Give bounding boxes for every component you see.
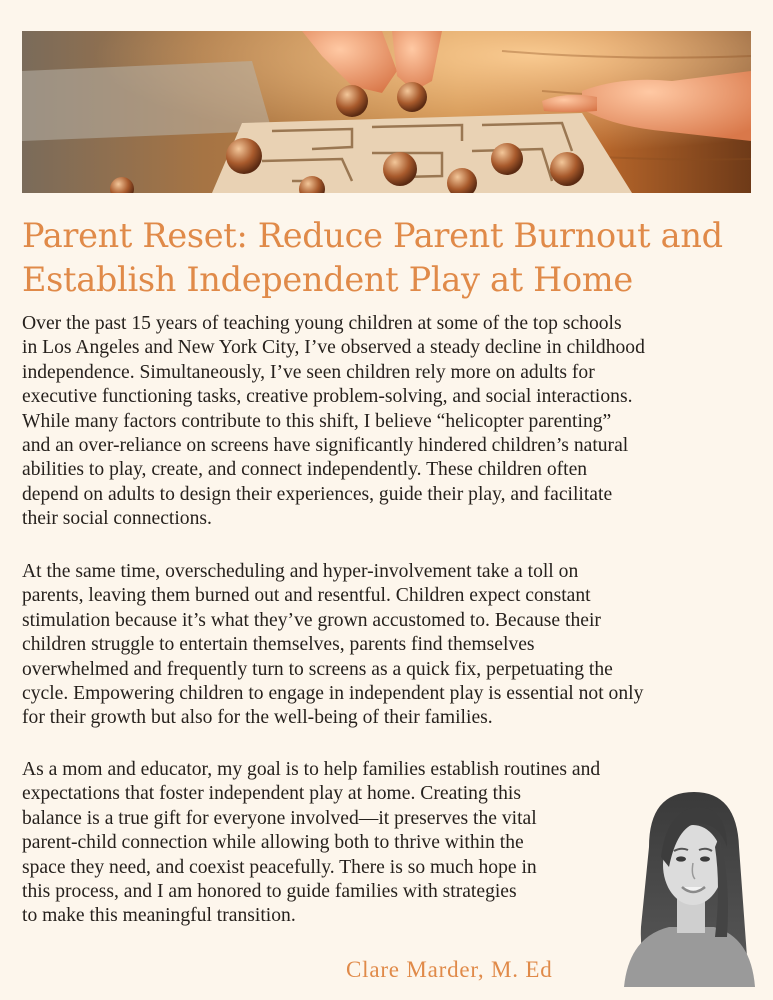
burnout-paragraph: At the same time, overscheduling and hyper-involvement take a toll on parents, leaving them burned out and resentful. Children expect constant stimulation because it’s what they’ve grown accustomed to. Because their children struggle to entertain themselves, parents find themselves overwhelmed and frequently turn to screens as a quick fix, perpetuating the cycle. Empowering children to engage in independent play is essential not only for their growth but also for the well-being of their families. [22, 561, 644, 729]
mission-paragraph: As a mom and educator, my goal is to help families establish routines and expectations that foster independent play at home. Creating this balance is a true gift for everyone involved—it preserves the vital parent-child connection while allowing both to thrive within the space they need, and coexist peacefully. There is so much hope in this process, and I am honored to guide families with strategies to make this meaningful transition. [22, 759, 601, 927]
intro-paragraph: Over the past 15 years of teaching young children at some of the top schools in Los Angeles and New York City, I’ve observed a steady decline in childhood independence. Simultaneously, I’ve seen children rely more on adults for executive functioning tasks, creative problem-solving, and social interactions. While many factors contribute to this shift, I believe “helicopter parenting” and an over-reliance on screens have significantly hindered children’s natural abilities to play, create, and connect independently. These children often depend on adults to design their experiences, guide their play, and facilitate their social connections. [22, 313, 645, 530]
author-portrait [619, 787, 755, 987]
author-portrait-illustration [619, 787, 755, 987]
page-title: Parent Reset: Reduce Parent Burnout and Establish Independent Play at Home [22, 216, 723, 299]
hero-photo [22, 31, 751, 193]
author-signature: Clare Marder, M. Ed [346, 957, 553, 982]
wooden-maze-toy-illustration [22, 31, 751, 193]
